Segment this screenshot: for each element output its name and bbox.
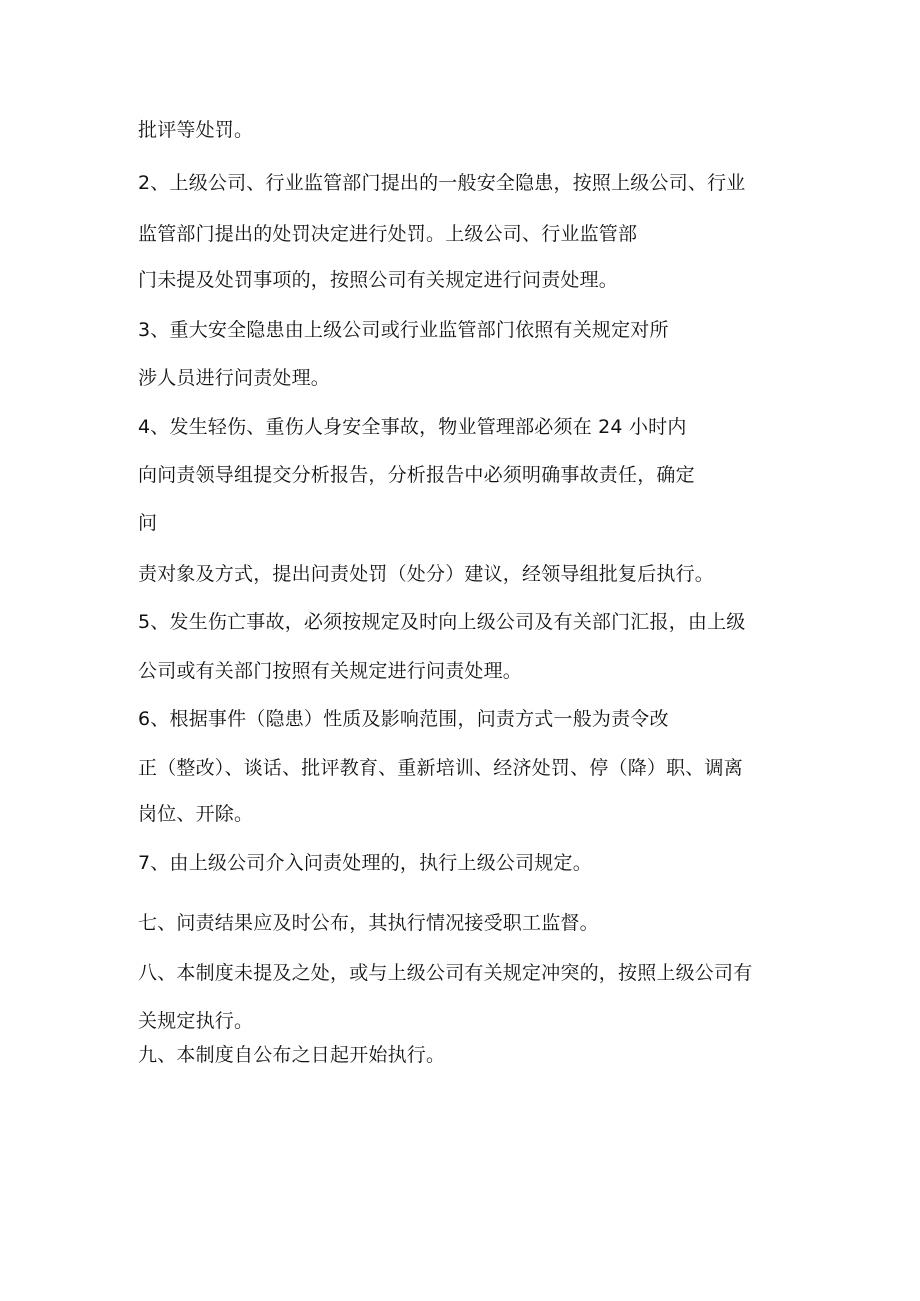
text-line-20: 九、本制度自公布之日起开始执行。 [138,1044,446,1066]
text-line-8: 向问责领导组提交分析报告，分析报告中必须明确事故责任，确定 [138,464,695,486]
text-line-13: 6、根据事件（隐患）性质及影响范围，问责方式一般为责令改 [138,708,669,730]
text-line-7: 4、发生轻伤、重伤人身安全事故，物业管理部必须在 24 小时内 [138,416,687,438]
text-line-11: 5、发生伤亡事故，必须按规定及时向上级公司及有关部门汇报，由上级 [138,611,746,633]
text-line-17: 七、问责结果应及时公布，其执行情况接受职工监督。 [138,912,599,934]
text-line-12: 公司或有关部门按照有关规定进行问责处理。 [138,660,523,682]
text-line-9: 问 [138,512,158,534]
text-line-18: 八、本制度未提及之处，或与上级公司有关规定冲突的，按照上级公司有 [138,962,753,984]
text-line-14: 正（整改）、谈话、批评教育、重新培训、经济处罚、停（降）职、调离 [138,757,743,779]
text-line-10: 责对象及方式，提出问责处罚（处分）建议，经领导组批复后执行。 [138,563,715,585]
text-line-4: 门未提及处罚事项的，按照公司有关规定进行问责处理。 [138,269,619,291]
text-line-19: 关规定执行。 [138,1010,254,1032]
text-line-5: 3、重大安全隐患由上级公司或行业监管部门依照有关规定对所 [138,319,669,341]
text-line-16: 7、由上级公司介入问责处理的，执行上级公司规定。 [138,852,592,874]
text-line-3: 监管部门提出的处罚决定进行处罚。上级公司、行业监管部 [138,223,638,245]
text-line-6: 涉人员进行问责处理。 [138,367,331,389]
text-line-2: 2、上级公司、行业监管部门提出的一般安全隐患，按照上级公司、行业 [138,172,746,194]
text-line-15: 岗位、开除。 [138,803,254,825]
text-line-1: 批评等处罚。 [138,119,254,141]
